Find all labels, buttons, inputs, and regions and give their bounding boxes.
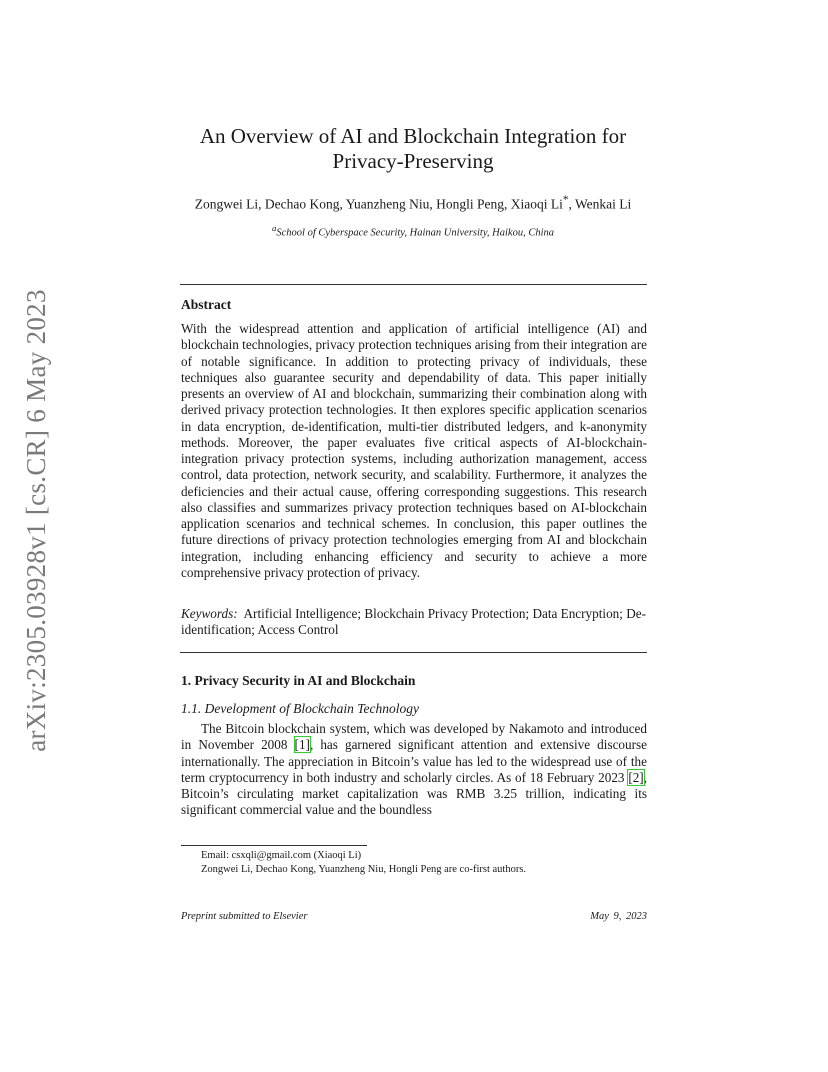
abstract-heading: Abstract (181, 297, 232, 312)
subsection-heading: 1.1. Development of Blockchain Technology (181, 701, 419, 716)
footer-date: May 9, 2023 (590, 911, 647, 922)
title-line-2: Privacy-Preserving (332, 149, 494, 173)
para-text-1: The Bitcoin blockchain system, which was developed by Nakamoto and introduced in November 2008 (181, 721, 647, 753)
keywords (181, 606, 647, 639)
abstract-body: With the widespread attention and application of artificial intelligence (AI) and blockchain technologies, privacy protection techniques arising from their integration are of notable significance. In addition to protecting privacy of individuals, these techniques also guarantee security and dependability of data. This paper initially presents an overview of AI and blockchain, summarizing their combination along with derived privacy protection technologies. It then explores specific application scenarios in data encryption, de-identification, multi-tier distributed ledgers, and k-anonymity methods. Moreover, the paper evaluates five critical aspects of AI-blockchain-integration privacy protection systems, including authorization management, access control, data protection, network security, and scalability. Furthermore, it analyzes the deficiencies and their actual cause, offering corresponding suggestions. This research also classifies and summarizes privacy protection techniques based on AI-blockchain application scenarios and technical schemes. In conclusion, this paper outlines the future directions of privacy protection technologies emerging from AI and blockchain integration, including enhancing efficiency and security to achieve a more comprehensive privacy protection of privacy. (181, 321, 647, 580)
paper-title (180, 124, 646, 174)
affiliation-text: School of Cyberspace Security, Hainan University, Haikou, China (276, 227, 554, 239)
footnote-cofirst: Zongwei Li, Dechao Kong, Yuanzheng Niu, Hongli Peng are co-first authors. (201, 864, 527, 875)
footnote-email: Email: csxqli@gmail.com (Xiaoqi Li) (201, 850, 362, 861)
affiliation (180, 223, 646, 239)
para-text-2: , has garnered significant attention and extensive discourse internationally. The appreciation in Bitcoin’s value has led to the widespread use of the term cryptocurrency in both industry and scholarly circles. As of 18 February 2023 (181, 737, 647, 785)
authors-text-tail: , Wenkai Li (568, 196, 632, 212)
citation-link-2[interactable]: [2] (628, 769, 644, 785)
footer-preprint-note: Preprint submitted to Elsevier (181, 911, 308, 922)
arxiv-identifier-stamp (12, 285, 60, 755)
body-paragraph (181, 721, 647, 819)
citation-link-1[interactable]: [1] (294, 737, 310, 753)
keywords-text: Artificial Intelligence; Blockchain Privacy Protection; Data Encryption; De-identification; Access Control (181, 606, 646, 638)
abstract-bottom-rule (180, 652, 647, 653)
authors-text: Zongwei Li, Dechao Kong, Yuanzheng Niu, Hongli Peng, Xiaoqi Li (194, 196, 563, 212)
arxiv-identifier-text: arXiv:2305.03928v1 [cs.CR] 6 May 2023 (20, 288, 51, 752)
corresponding-author-mark: * (562, 194, 569, 206)
section-heading: 1. Privacy Security in AI and Blockchain (181, 673, 416, 688)
para-text-3: , Bitcoin’s circulating market capitalization was RMB 3.25 trillion, indicating its significant commercial value and the boundless (181, 769, 647, 818)
title-line-1: An Overview of AI and Blockchain Integration for (199, 124, 627, 148)
abstract-top-rule (180, 284, 647, 285)
footnote-rule (181, 845, 367, 846)
affiliation-mark: a (272, 223, 277, 233)
keywords-label: Keywords: (181, 606, 238, 621)
author-list (170, 194, 656, 213)
